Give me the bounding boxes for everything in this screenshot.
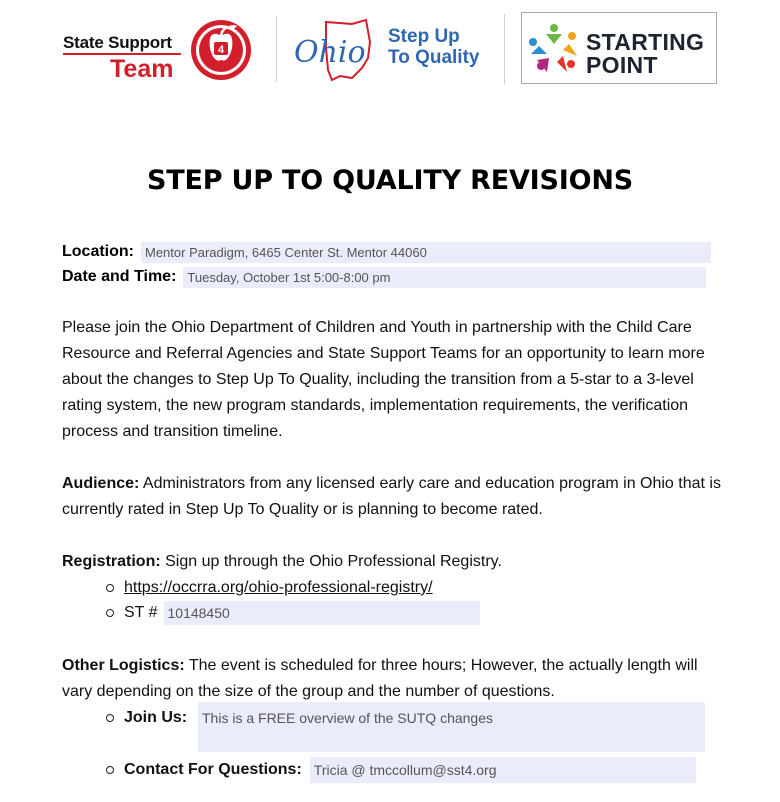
bullet-circle-icon bbox=[106, 714, 114, 722]
intro-paragraph: Please join the Ohio Department of Children and Youth in partnership with the Child Care Resource and Referral Agencies and State Support Teams for an opportunity to learn more about the changes to Step Up To Quality, including the transition from a 5-star to a 3-level rating system, the new program standards, implementation requirements, the verification process and transition timeline. bbox=[62, 319, 705, 440]
st-number-label: ST # bbox=[124, 604, 158, 621]
contact-item bbox=[106, 758, 696, 782]
st-number-item bbox=[106, 601, 480, 625]
registration-text: Sign up through the Ohio Professional Registry. bbox=[160, 553, 502, 570]
join-us-item bbox=[106, 706, 195, 730]
audience-paragraph bbox=[62, 471, 722, 523]
audience-text: Administrators from any licensed early care and education program in Ohio that is currently rated in Step Up To Quality or is planning to become rated. bbox=[62, 475, 721, 518]
ohio-step-up-to-quality-logo bbox=[292, 18, 502, 84]
logistics-paragraph bbox=[62, 653, 722, 705]
location-label: Location: bbox=[62, 243, 134, 260]
logistics-label: Other Logistics: bbox=[62, 657, 185, 674]
registry-link[interactable]: https://occrra.org/ohio-professional-registry/ bbox=[124, 579, 433, 596]
location-row bbox=[62, 241, 711, 263]
sst-logo-line1: State Support bbox=[63, 33, 172, 52]
join-us-label: Join Us: bbox=[124, 709, 188, 726]
people-circle-icon bbox=[527, 22, 581, 74]
sst-logo-line2: Team bbox=[110, 55, 174, 83]
datetime-field[interactable]: Tuesday, October 1st 5:00-8:00 pm bbox=[183, 267, 706, 288]
starting-point-logo bbox=[521, 12, 717, 84]
logo-divider bbox=[276, 16, 277, 82]
sst-region-number: 4 bbox=[217, 44, 225, 56]
st-number-field[interactable]: 10148450 bbox=[164, 601, 480, 625]
logo-divider bbox=[504, 14, 505, 84]
contact-field[interactable]: Tricia @ tmccollum@sst4.org bbox=[310, 757, 696, 783]
contact-label: Contact For Questions: bbox=[124, 761, 302, 778]
bullet-circle-icon bbox=[106, 584, 114, 592]
state-support-team-logo bbox=[60, 12, 265, 84]
location-field[interactable]: Mentor Paradigm, 6465 Center St. Mentor 44060 bbox=[141, 242, 711, 263]
page-title: STEP UP TO QUALITY REVISIONS bbox=[146, 165, 633, 196]
apple-logo-icon bbox=[184, 12, 262, 84]
bullet-circle-icon bbox=[106, 766, 114, 774]
ohio-state-outline-icon bbox=[292, 18, 384, 82]
datetime-row bbox=[62, 266, 706, 288]
ohio-logo-line2: To Quality bbox=[388, 47, 480, 68]
registration-label: Registration: bbox=[62, 553, 161, 570]
audience-label: Audience: bbox=[62, 475, 140, 492]
starting-point-line1: STARTING bbox=[586, 29, 705, 55]
ohio-script-text: Ohio bbox=[294, 35, 366, 70]
bullet-circle-icon bbox=[106, 609, 114, 617]
datetime-label: Date and Time: bbox=[62, 268, 177, 285]
logistics-text: The event is scheduled for three hours; However, the actually length will vary depending on the size of the group and the number of questions. bbox=[62, 657, 698, 700]
starting-point-line2: POINT bbox=[586, 52, 658, 78]
ohio-logo-line1: Step Up bbox=[388, 26, 460, 47]
registration-link-item bbox=[106, 576, 433, 600]
join-us-field[interactable]: This is a FREE overview of the SUTQ changes bbox=[198, 702, 705, 752]
registration-paragraph bbox=[62, 549, 722, 575]
